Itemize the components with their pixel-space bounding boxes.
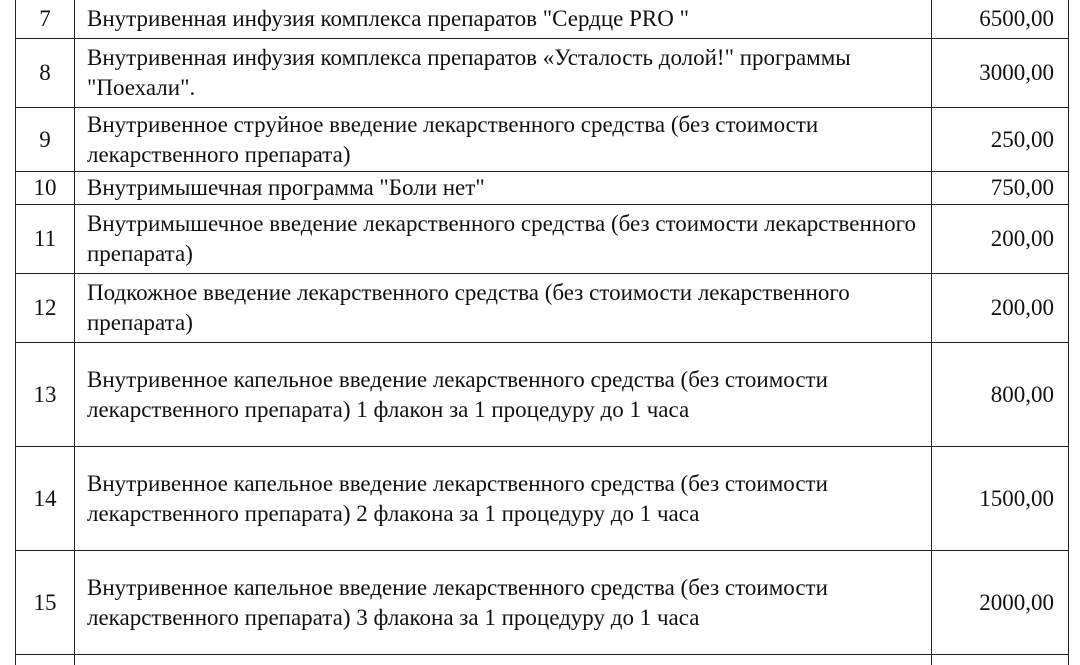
- service-name: [75, 655, 932, 665]
- service-name: Внутривенное капельное введение лекарственного средства (без стоимости лекарственного препарата) 1 флакон за 1 процедуру до 1 часа: [75, 343, 932, 447]
- service-name: Внутривенное капельное введение лекарственного средства (без стоимости лекарственного препарата) 2 флакона за 1 процедуру до 1 часа: [75, 447, 932, 551]
- service-price: [932, 655, 1069, 665]
- table-row: [16, 447, 1069, 551]
- row-number: 7: [16, 0, 75, 39]
- service-name: Внутривенное капельное введение лекарственного средства (без стоимости лекарственного препарата) 3 флакона за 1 процедуру до 1 часа: [75, 551, 932, 655]
- table-row: [16, 205, 1069, 274]
- table-row: [16, 551, 1069, 655]
- row-number: 8: [16, 39, 75, 108]
- service-price: 6500,00: [932, 0, 1069, 39]
- service-price: 3000,00: [932, 39, 1069, 108]
- row-number: 9: [16, 108, 75, 172]
- row-number: 11: [16, 205, 75, 274]
- service-price: 250,00: [932, 108, 1069, 172]
- service-price: 750,00: [932, 172, 1069, 205]
- service-name: Подкожное введение лекарственного средства (без стоимости лекарственного препарата): [75, 274, 932, 343]
- table-row: [16, 39, 1069, 108]
- row-number: 15: [16, 551, 75, 655]
- service-price: 200,00: [932, 205, 1069, 274]
- service-price: 1500,00: [932, 447, 1069, 551]
- table-row: [16, 0, 1069, 39]
- row-number: 13: [16, 343, 75, 447]
- table-row: [16, 274, 1069, 343]
- service-name: Внутривенная инфузия комплекса препаратов "Сердце PRO ": [75, 0, 932, 39]
- service-price: 800,00: [932, 343, 1069, 447]
- service-name: Внутримышечная программа "Боли нет": [75, 172, 932, 205]
- table-row: [16, 655, 1069, 665]
- table-row: [16, 108, 1069, 172]
- row-number: [16, 655, 75, 665]
- table-row: [16, 343, 1069, 447]
- service-price: 200,00: [932, 274, 1069, 343]
- price-table: [15, 0, 1069, 665]
- table-row: [16, 172, 1069, 205]
- row-number: 12: [16, 274, 75, 343]
- row-number: 10: [16, 172, 75, 205]
- service-name: Внутривенная инфузия комплекса препаратов «Усталость долой!" программы "Поехали".: [75, 39, 932, 108]
- row-number: 14: [16, 447, 75, 551]
- service-name: Внутримышечное введение лекарственного средства (без стоимости лекарственного препарата): [75, 205, 932, 274]
- service-name: Внутривенное струйное введение лекарственного средства (без стоимости лекарственного препарата): [75, 108, 932, 172]
- service-price: 2000,00: [932, 551, 1069, 655]
